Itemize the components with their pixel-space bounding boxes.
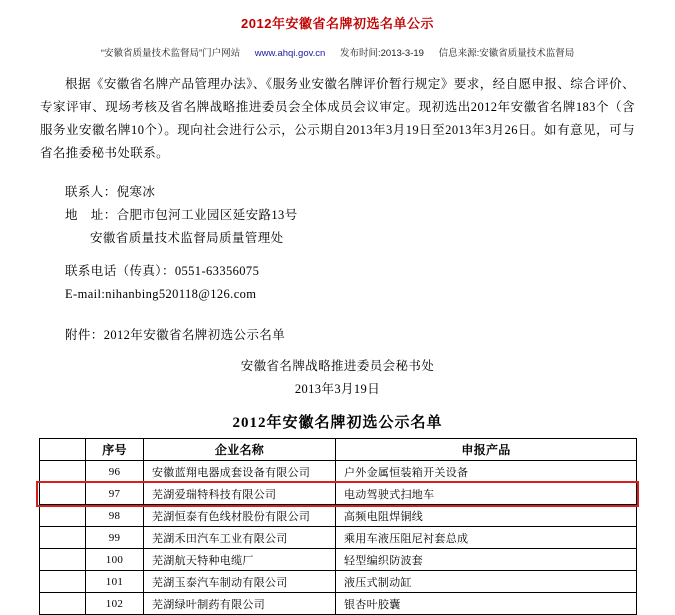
row-blank xyxy=(40,593,86,615)
table-row xyxy=(40,571,637,593)
row-index: 99 xyxy=(86,527,144,549)
row-blank xyxy=(40,571,86,593)
row-company: 芜湖禾田汽车工业有限公司 xyxy=(144,527,336,549)
contact-email[interactable]: E-mail:nihanbing520118@126.com xyxy=(65,287,257,301)
row-company: 芜湖恒泰有色线材股份有限公司 xyxy=(144,505,336,527)
table-row xyxy=(40,527,637,549)
table-body xyxy=(40,461,637,615)
row-blank xyxy=(40,527,86,549)
header-blank xyxy=(40,439,86,461)
list-table xyxy=(39,438,637,615)
source-url[interactable]: www.ahqi.gov.cn xyxy=(254,48,326,59)
table-row xyxy=(40,549,637,571)
row-product: 液压式制动缸 xyxy=(336,571,637,593)
row-product: 银杏叶胶囊 xyxy=(336,593,637,615)
row-blank xyxy=(40,549,86,571)
row-company: 芜湖爱瑞特科技有限公司 xyxy=(144,483,336,505)
attachment-org: 安徽省名牌战略推进委员会秘书处 xyxy=(240,359,435,373)
row-company: 安徽蓝翔电器成套设备有限公司 xyxy=(144,461,336,483)
contact-block xyxy=(40,181,635,306)
row-blank xyxy=(40,461,86,483)
row-product: 轻型编织防波套 xyxy=(336,549,637,571)
source-site: “安徽省质量技术监督局”门户网站 xyxy=(100,48,241,59)
row-product: 高频电阻焊铜线 xyxy=(336,505,637,527)
contact-person: 联系人：倪寒冰 xyxy=(65,185,156,199)
header-company: 企业名称 xyxy=(144,439,336,461)
page-title: 2012年安徽省名牌初选名单公示 xyxy=(241,16,434,31)
row-company: 芜湖绿叶制药有限公司 xyxy=(144,593,336,615)
row-blank xyxy=(40,505,86,527)
row-product: 电动驾驶式扫地车 xyxy=(336,483,637,505)
main-paragraph-text: 根据《安徽省名牌产品管理办法》、《服务业安徽名牌评价暂行规定》要求，经自愿申报、综合评价、专家评审、现场考核及省名牌战略推进委员会全体成员会议审定。现初选出2012年安徽省名牌183个（含服务业安徽名牌10个）。现向社会进行公示，公示期自2013年3月19日至2013年3月26日。如有意见，可与省名推委秘书处联系。 xyxy=(40,77,635,160)
source-origin: 信息来源:安徽省质量技术监督局 xyxy=(438,48,575,59)
row-company: 芜湖航天特种电缆厂 xyxy=(144,549,336,571)
table-row xyxy=(40,483,637,505)
row-company: 芜湖玉泰汽车制动有限公司 xyxy=(144,571,336,593)
header-product: 申报产品 xyxy=(336,439,637,461)
row-index: 97 xyxy=(86,483,144,505)
table-row xyxy=(40,505,637,527)
attachment-date: 2013年3月19日 xyxy=(294,382,381,396)
row-product: 户外金属恒装箱开关设备 xyxy=(336,461,637,483)
source-meta xyxy=(0,45,675,59)
row-index: 102 xyxy=(86,593,144,615)
row-index: 100 xyxy=(86,549,144,571)
row-blank xyxy=(40,483,86,505)
main-paragraph xyxy=(40,73,635,165)
row-index: 101 xyxy=(86,571,144,593)
attachment-block xyxy=(40,324,635,401)
publish-time: 发布时间:2013-3-19 xyxy=(339,48,424,59)
row-product: 乘用车液压阻尼衬套总成 xyxy=(336,527,637,549)
row-index: 98 xyxy=(86,505,144,527)
table-header-row xyxy=(40,439,637,461)
attachment-line: 附件：2012年安徽省名牌初选公示名单 xyxy=(65,328,286,342)
table-row xyxy=(40,593,637,615)
list-table-wrap xyxy=(39,438,636,615)
contact-address-sub: 安徽省质量技术监督局质量管理处 xyxy=(90,231,284,245)
header-index: 序号 xyxy=(86,439,144,461)
contact-address: 地 址：合肥市包河工业园区延安路13号 xyxy=(65,208,298,222)
list-title: 2012年安徽名牌初选公示名单 xyxy=(232,415,443,431)
contact-phone: 联系电话（传真）：0551-63356075 xyxy=(65,264,260,278)
row-index: 96 xyxy=(86,461,144,483)
table-row xyxy=(40,461,637,483)
